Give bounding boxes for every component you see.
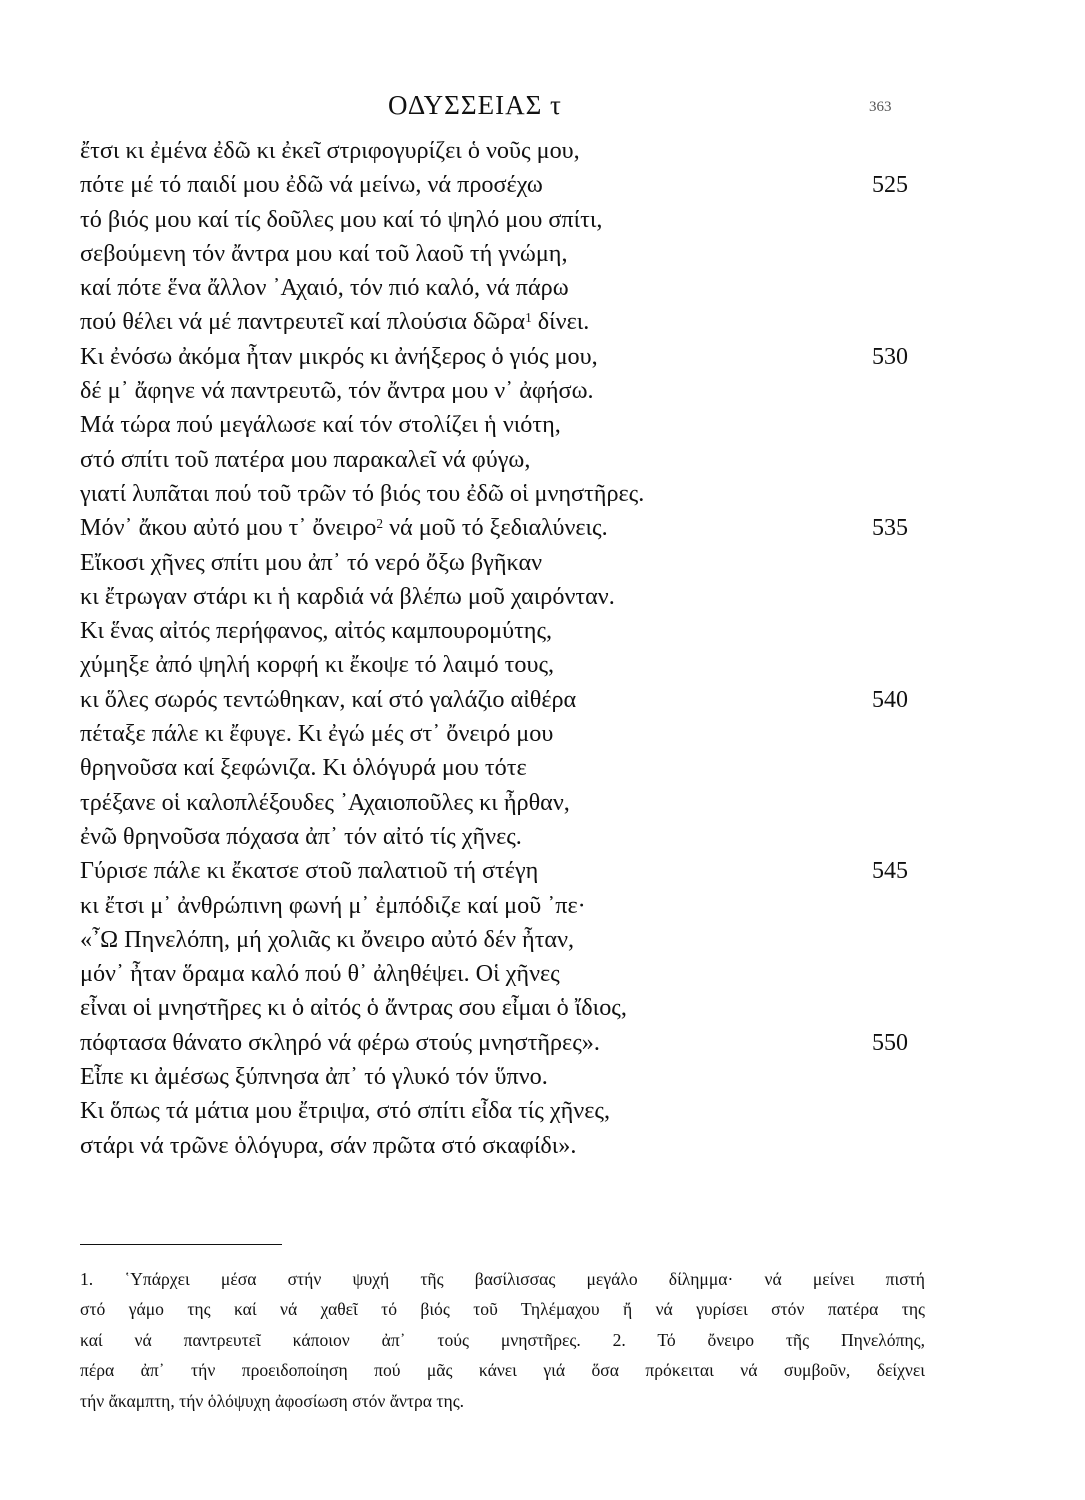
verse-line — [0, 648, 1085, 682]
verse-text — [80, 305, 589, 339]
verse-line — [0, 134, 1085, 168]
verse-line — [0, 511, 1085, 545]
verse-text — [80, 477, 644, 511]
verse-text-main: κι ἔτσι μ᾿ ἀνθρώπινη φωνή μ᾿ ἐμπόδιζε καί μοῦ ᾿πε· — [80, 891, 586, 919]
verse-text — [80, 237, 568, 271]
verse-line — [0, 614, 1085, 648]
verse-line — [0, 923, 1085, 957]
verse-line — [0, 203, 1085, 237]
verse-text-main: Κι ὅπως τά μάτια μου ἔτριψα, στό σπίτι εἶδα τίς χῆνες, — [80, 1097, 611, 1125]
verse-text — [80, 134, 580, 168]
line-number: 550 — [872, 1029, 908, 1056]
verse-line — [0, 957, 1085, 991]
verse-line — [0, 168, 1085, 202]
running-title: ΟΔΥΣΣΕΙΑΣ τ — [388, 90, 562, 120]
verse-text-main: καί πότε ἕνα ἄλλον ᾿Αχαιό, τόν πιό καλό, νά πάρω — [80, 274, 569, 302]
verse-line — [0, 1129, 1085, 1163]
verse-text-main: τρέξανε οἱ καλοπλέξουδες ᾿Αχαιοποῦλες κι ἦρθαν, — [80, 788, 570, 816]
verse-line — [0, 580, 1085, 614]
footnotes — [80, 1264, 925, 1416]
verse-text — [80, 168, 543, 202]
verse-line — [0, 683, 1085, 717]
verse-text — [80, 580, 615, 614]
verse-text-main: μόν᾿ ἦταν ὅραμα καλό πού θ᾿ ἀληθέψει. Οἱ χῆνες — [80, 960, 560, 988]
verse-text-main: «῏Ω Πηνελόπη, μή χολιᾶς κι ὄνειρο αὐτό δέν ἦταν, — [80, 925, 575, 953]
verse-text-main: πού θέλει νά μέ παντρευτεῖ καί πλούσια δῶρα — [80, 308, 526, 336]
verse-text — [80, 923, 574, 957]
line-number: 525 — [872, 172, 908, 199]
verse-text-main: ἔτσι κι ἐμένα ἐδῶ κι ἐκεῖ στριφογυρίζει ὁ νοῦς μου, — [80, 137, 580, 164]
verse-text-main: ἐνῶ θρηνοῦσα πόχασα ἀπ᾿ τόν αἰτό τίς χῆνες. — [80, 822, 522, 850]
verse-text — [80, 1094, 610, 1128]
line-number: 545 — [872, 858, 908, 885]
verse-text — [80, 614, 552, 648]
verse-line — [0, 786, 1085, 820]
verse-text — [80, 820, 522, 854]
verse-text-main: Γύρισε πάλε κι ἔκατσε στοῦ παλατιοῦ τή στέγη — [80, 857, 539, 885]
verse-line — [0, 1060, 1085, 1094]
verse-text-main: πέταξε πάλε κι ἔφυγε. Κι ἐγώ μές στ᾿ ὄνειρό μου — [80, 720, 554, 748]
verse-text-main: Εἴκοσι χῆνες σπίτι μου ἀπ᾿ τό νερό ὄξω βγῆκαν — [80, 548, 543, 576]
footnote-reference: 1 — [525, 310, 532, 326]
verse-line — [0, 889, 1085, 923]
verse-line — [0, 340, 1085, 374]
verse-text — [80, 648, 554, 682]
verse-text-main: Μόν᾿ ἄκου αὐτό μου τ᾿ ὄνειρο — [80, 514, 377, 542]
verse-text-main: Κι ἐνόσω ἀκόμα ἦταν μικρός κι ἀνήξερος ὁ γιός μου, — [80, 342, 598, 370]
footnote-line: τήν ἄκαμπτη, τήν ὁλόψυχη ἀφοσίωση στόν ἄντρα της. — [80, 1390, 465, 1411]
verse-text — [80, 889, 586, 923]
verse-text-main: στό σπίτι τοῦ πατέρα μου παρακαλεῖ νά φύγω, — [80, 445, 531, 473]
verse-line — [0, 820, 1085, 854]
verse-text-main: εἶναι οἱ μνηστῆρες κι ὁ αἰτός ὁ ἄντρας σου εἶμαι ὁ ἴδιος, — [80, 994, 627, 1022]
verse-text — [80, 374, 594, 408]
verse-text — [80, 203, 602, 237]
verse-text-main: πότε μέ τό παιδί μου ἐδῶ νά μείνω, νά προσέχω — [80, 171, 543, 199]
verse-text — [80, 786, 570, 820]
verse-text-main: χύμηξε ἀπό ψηλή κορφή κι ἔκοψε τό λαιμό τους, — [80, 651, 555, 679]
verse-text — [80, 717, 553, 751]
footnote-line: στό γάμο της καί νά χαθεῖ τό βιός τοῦ Τηλέμαχου ἤ νά γυρίσει στόν πατέρα της — [80, 1299, 925, 1320]
verse-text-main: πόφτασα θάνατο σκληρό νά φέρω στούς μνηστῆρες». — [80, 1028, 600, 1056]
verse-text — [80, 854, 538, 888]
line-number: 540 — [872, 686, 908, 713]
verse-text — [80, 340, 598, 374]
verse-line — [0, 305, 1085, 339]
verse-text — [80, 751, 527, 785]
verse-line — [0, 237, 1085, 271]
verse-line — [0, 546, 1085, 580]
verse-text-main: δέ μ᾿ ἄφηνε νά παντρευτῶ, τόν ἄντρα μου ν᾿ ἀφήσω. — [80, 377, 594, 405]
verse-text — [80, 1060, 548, 1094]
verse-text-main: τό βιός μου καί τίς δοῦλες μου καί τό ψηλό μου σπίτι, — [80, 205, 603, 233]
verse-line — [0, 443, 1085, 477]
verse-text-main: κι ὅλες σωρός τεντώθηκαν, καί στό γαλάζιο αἰθέρα — [80, 685, 577, 713]
verse-line — [0, 408, 1085, 442]
verse-text — [80, 1026, 600, 1060]
verse-text-main: θρηνοῦσα καί ξεφώνιζα. Κι ὁλόγυρά μου τότε — [80, 754, 527, 782]
verse-line — [0, 717, 1085, 751]
verse-text-after: δίνει. — [531, 308, 590, 336]
footnote-line: πέρα ἀπ᾿ τήν προειδοποίηση πού μᾶς κάνει γιά ὅσα πρόκειται νά συμβοῦν, δείχνει — [80, 1360, 925, 1381]
verse-line — [0, 374, 1085, 408]
verse-text — [80, 991, 627, 1025]
verse-text-after: νά μοῦ τό ξεδιαλύνεις. — [383, 514, 608, 542]
page-number: 363 — [869, 99, 892, 115]
verse-text-main: Κι ἕνας αἰτός περήφανος, αἰτός καμπουρομύτης, — [80, 617, 553, 645]
verse-text-main: σεβούμενη τόν ἄντρα μου καί τοῦ λαοῦ τή γνώμη, — [80, 239, 568, 267]
verse-line — [0, 991, 1085, 1025]
footnote-line: 1. ῾Υπάρχει μέσα στήν ψυχή τῆς βασίλισσας μεγάλο δίλημμα· νά μείνει πιστή — [80, 1269, 925, 1289]
verse-text-main: κι ἔτρωγαν στάρι κι ἡ καρδιά νά βλέπω μοῦ χαιρόνταν. — [80, 582, 615, 610]
footnote-line: καί νά παντρευτεῖ κάποιον ἀπ᾿ τούς μνηστῆρες. 2. Τό ὄνειρο τῆς Πηνελόπης, — [80, 1329, 925, 1350]
verse-text-main: Εἶπε κι ἀμέσως ξύπνησα ἀπ᾿ τό γλυκό τόν ὕπνο. — [80, 1063, 548, 1091]
verse-block — [0, 134, 1085, 1163]
verse-text — [80, 957, 560, 991]
line-number: 530 — [872, 343, 908, 370]
verse-line — [0, 751, 1085, 785]
verse-text — [80, 1129, 576, 1163]
verse-text — [80, 546, 542, 580]
verse-text — [80, 683, 576, 717]
verse-line — [0, 1026, 1085, 1060]
verse-text-main: στάρι νά τρῶνε ὁλόγυρα, σάν πρῶτα στό σκαφίδι». — [80, 1131, 577, 1159]
verse-text — [80, 271, 569, 305]
verse-text-main: γιατί λυπᾶται πού τοῦ τρῶν τό βιός του ἐδῶ οἱ μνηστῆρες. — [80, 479, 645, 507]
footnote-reference: 2 — [376, 515, 384, 531]
verse-text — [80, 408, 561, 442]
verse-line — [0, 1094, 1085, 1128]
verse-text — [80, 511, 608, 545]
verse-line — [0, 271, 1085, 305]
footnote-rule — [80, 1244, 282, 1245]
verse-line — [0, 477, 1085, 511]
verse-text-main: Μά τώρα πού μεγάλωσε καί τόν στολίζει ἡ νιότη, — [80, 411, 561, 439]
verse-text — [80, 443, 530, 477]
verse-line — [0, 854, 1085, 888]
line-number: 535 — [872, 515, 908, 542]
